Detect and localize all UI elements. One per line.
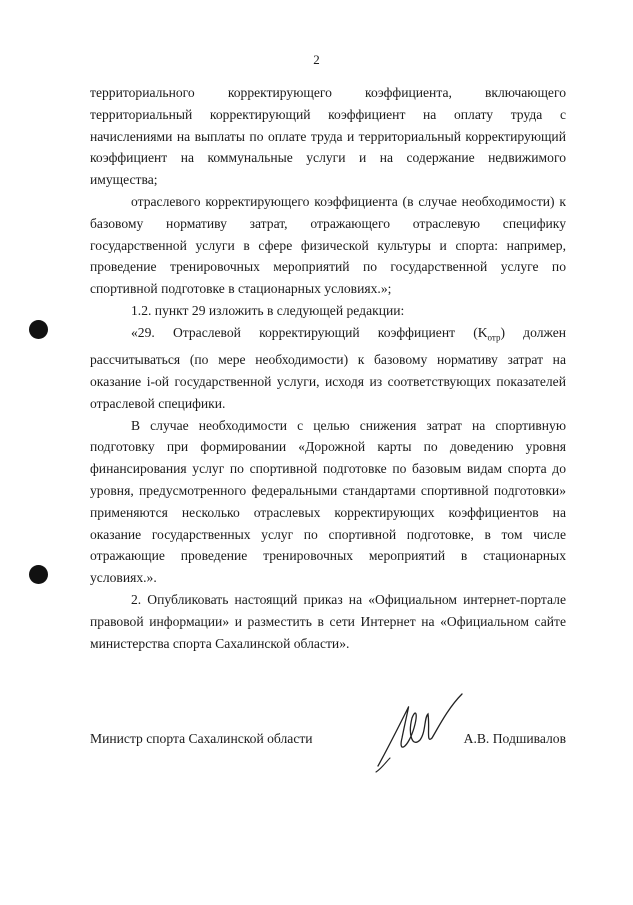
paragraph-publication: 2. Опубликовать настоящий приказ на «Официальном интернет-портале правовой информации» и разместить в сети Интернет на «Официальном сайте министерства спорта Сахалинской области». <box>90 592 566 651</box>
paragraph-territorial-coefficient: территориального корректирующего коэффициента, включающего территориальный корректирующий коэффициент на оплату труда с начислениями на выплаты по оплате труда и территориальный корректирующий коэффициент на коммунальные услуги и на содержание недвижимого имущества; <box>90 85 566 188</box>
punch-hole <box>29 565 48 584</box>
coefficient-subscript: отр <box>487 332 501 343</box>
page-number: 2 <box>313 52 320 67</box>
paragraph-clause-29 <box>90 322 566 415</box>
paragraph-roadmap: В случае необходимости с целью снижения затрат на спортивную подготовку при формировании «Дорожной карты по доведению уровня финансирования услуг по спортивной подготовке по базовым видам спорта до уровня, предусмотренного федеральными стандартами спортивной подготовки» применяются несколько отраслевых корректирующих коэффициентов на оказание государственных услуг по спортивной подготовке, в том числе отражающие проведение тренировочных мероприятий в стационарных условиях.». <box>90 417 566 586</box>
signatory-name: А.В. Подшивалов <box>463 731 566 746</box>
signature-row <box>90 731 566 751</box>
paragraph-sector-coefficient: отраслевого корректирующего коэффициента (в случае необходимости) к базовому нормативу затрат, отражающего отраслевую специфику государственной услуги в сфере физической культуры и спорта: например, проведение тренировочных мероприятий по государственной услуге по спортивной подготовке в стационарных условиях.»; <box>90 193 566 297</box>
paragraph-clause-1-2: 1.2. пункт 29 изложить в следующей редакции: <box>131 302 405 318</box>
signatory-title: Министр спорта Сахалинской области <box>90 731 313 746</box>
clause-29-text-end: ) должен рассчитываться (по мере необходимости) к базовому нормативу затрат на оказание i-ой государственной услуги, исходя из соответствующих показателей отраслевой специфики. <box>90 324 566 411</box>
document-body <box>90 82 566 654</box>
punch-hole <box>29 320 48 339</box>
clause-29-text-start: «29. Отраслевой корректирующий коэффициент (K <box>131 324 488 340</box>
